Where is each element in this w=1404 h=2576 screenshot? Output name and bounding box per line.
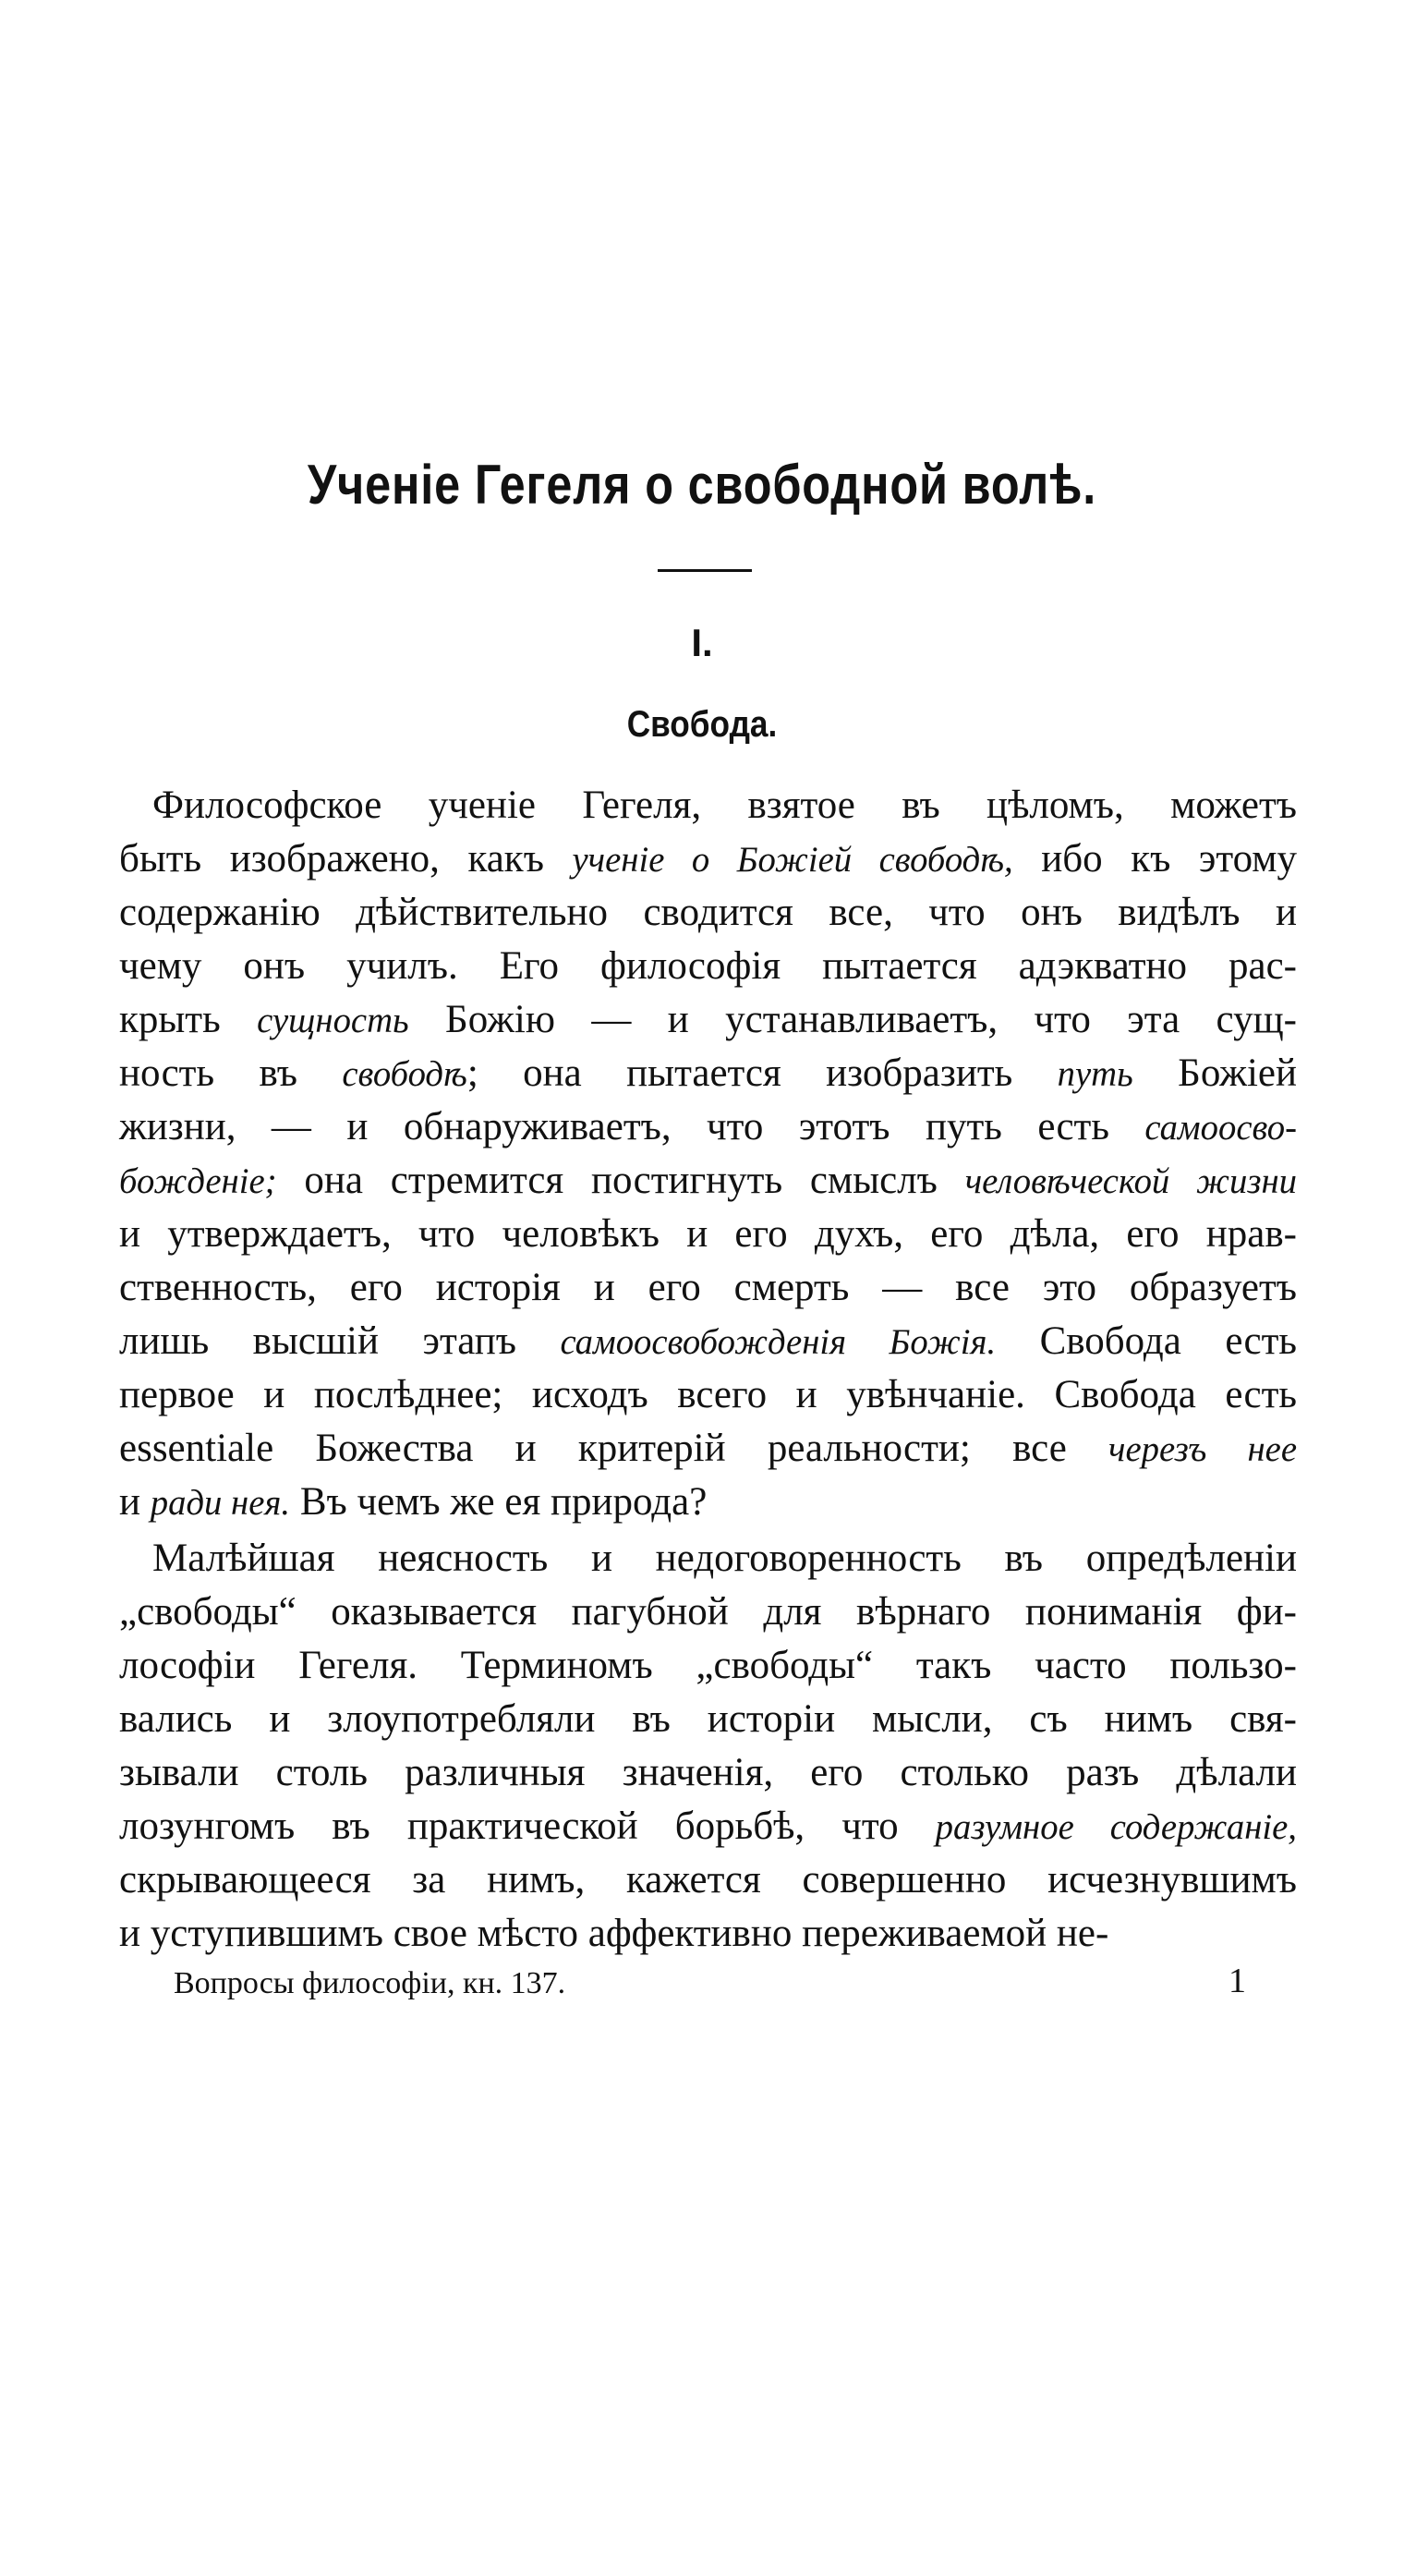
text-segment: быть изображено, какъ [119,837,573,881]
text-segment: крыть [119,998,258,1041]
paragraph [119,779,1297,1529]
text-segment: она стремится постигнуть смыслъ [276,1159,965,1202]
text-line [119,1586,1297,1639]
text-line [119,1100,1297,1154]
paragraph [119,1532,1297,1961]
text-segment: Малѣйшая неясность и недоговоренность въ опредѣленіи [152,1537,1297,1580]
text-line [119,1746,1297,1800]
italic-text: черезъ нее [1108,1430,1297,1469]
text-line [119,940,1297,993]
text-segment: ность въ [119,1051,343,1095]
text-segment: лишь высшій этапъ [119,1319,561,1363]
text-line [119,1853,1297,1907]
italic-text: свободѣ [342,1055,467,1094]
text-segment: содержанію дѣйствительно сводится все, что онъ видѣлъ и [119,891,1297,934]
text-line [119,779,1297,832]
italic-text: самоосво- [1144,1109,1297,1148]
text-segment: „свободы“ оказывается пагубной для вѣрнаго пониманія фи- [119,1590,1297,1634]
text-segment: зывали столь различныя значенія, его столько разъ дѣлали [119,1751,1297,1794]
text-line [119,1476,1297,1529]
text-segment: вались и злоупотребляли въ исторіи мысли, съ нимъ свя- [119,1697,1297,1741]
text-segment: ; она пытается изобразить [466,1051,1058,1095]
italic-text: путь [1057,1055,1133,1094]
text-line [119,1907,1297,1961]
italic-text: сущность [257,1002,409,1040]
italic-text: самоосвобожденія Божія. [560,1323,997,1362]
text-segment: Философское ученіе Гегеля, взятое въ цѣломъ, можетъ [152,784,1297,827]
italic-text: ради нея. [150,1484,291,1523]
text-line [119,993,1297,1047]
text-line [119,1261,1297,1315]
page-title: Ученіе Гегеля о свободной волѣ. [307,454,1097,516]
text-segment: и [119,1480,151,1524]
italic-text: человѣческой жизни [964,1162,1297,1201]
text-line [119,1422,1297,1476]
text-segment: Божію — и устанавливаетъ, что эта сущ- [408,998,1298,1041]
page-number: 1 [1228,1962,1246,2000]
text-line [119,832,1297,886]
text-line [119,1154,1297,1208]
text-segment: лозунгомъ въ практической борьбѣ, что [119,1804,936,1848]
text-segment: лософіи Гегеля. Терминомъ „свободы“ такъ часто пользо- [119,1644,1297,1687]
text-segment: Божіей [1132,1051,1297,1095]
text-segment: и уступившимъ свое мѣсто аффективно переживаемой не- [119,1912,1109,1955]
text-segment: ибо къ этому [1012,837,1297,881]
italic-text: ученіе о Божіей свободѣ, [572,841,1013,880]
text-line [119,1693,1297,1746]
footer-journal: Вопросы философіи, кн. 137. [174,1966,566,2000]
text-line [119,1208,1297,1261]
section-number: I. [691,621,713,664]
text-segment: чему онъ училъ. Его философія пытается адэкватно рас- [119,944,1297,988]
title-divider [658,569,752,572]
text-segment: и утверждаетъ, что человѣкъ и его духъ, его дѣла, его нрав- [119,1212,1297,1256]
italic-text: разумное содержаніе, [935,1808,1297,1847]
body-text [119,779,1297,1963]
text-line [119,1047,1297,1100]
text-line [119,1639,1297,1693]
text-line [119,886,1297,940]
section-title: Свобода. [626,704,778,745]
text-segment: essentiale Божества и критерій реальности; все [119,1427,1109,1470]
text-line [119,1368,1297,1422]
text-line [119,1315,1297,1368]
text-line [119,1800,1297,1853]
text-line [119,1532,1297,1586]
text-segment: скрывающееся за нимъ, кажется совершенно исчезнувшимъ [119,1858,1297,1902]
text-segment: Въ чемъ же ея природа? [290,1480,708,1524]
text-segment: жизни, — и обнаруживаетъ, что этотъ путь есть [119,1105,1145,1148]
text-segment: первое и послѣднее; исходъ всего и увѣнчаніе. Свобода есть [119,1373,1297,1416]
text-segment: ственность, его исторія и его смерть — все это образуетъ [119,1266,1297,1309]
text-segment: Свобода есть [996,1319,1298,1363]
italic-text: божденіе; [119,1162,277,1201]
